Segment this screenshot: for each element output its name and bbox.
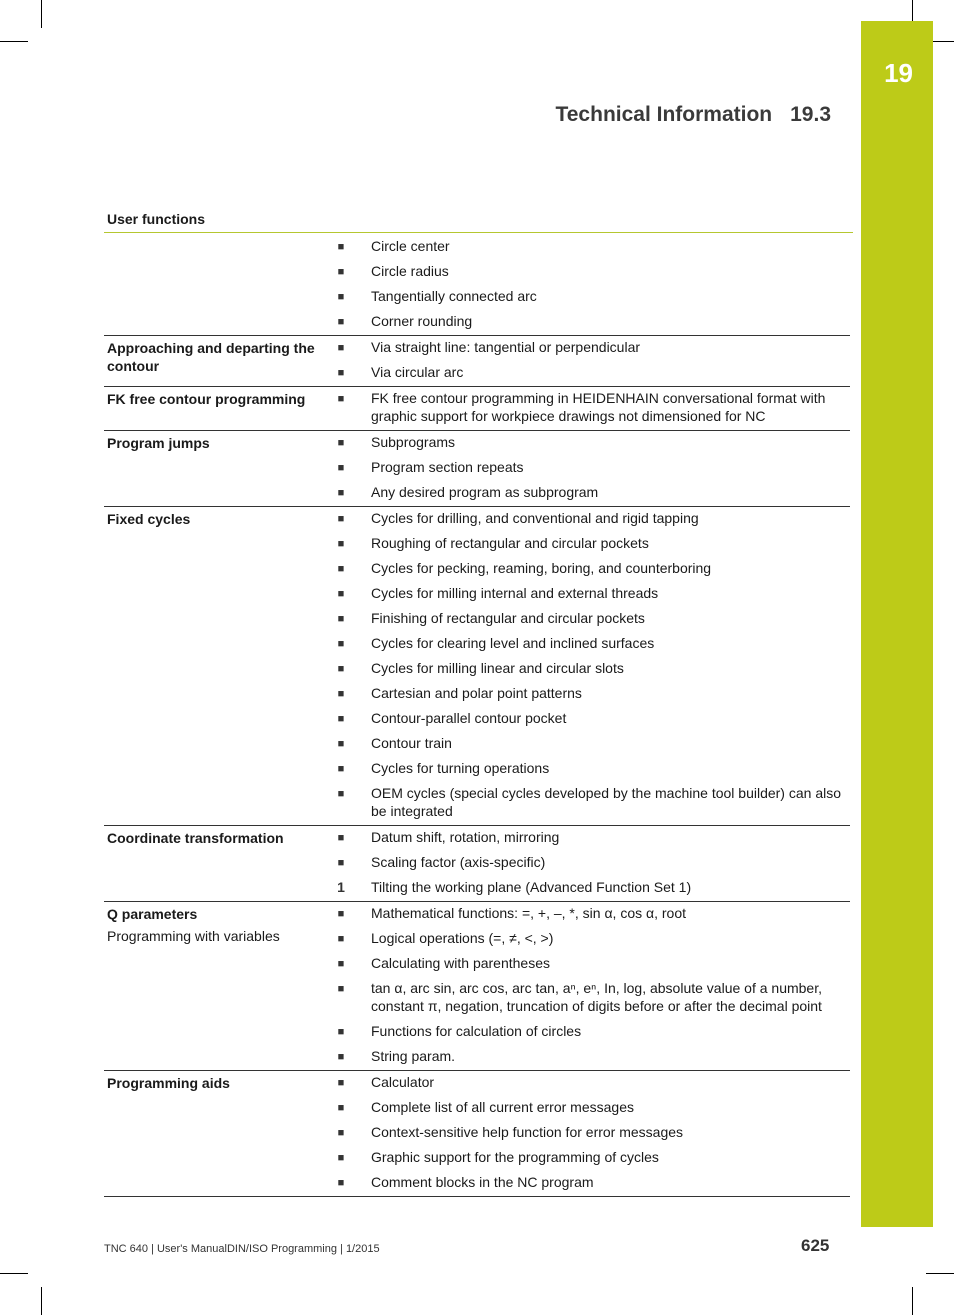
list-item xyxy=(331,826,850,851)
feature-list xyxy=(331,826,850,901)
bullet-icon: ■ xyxy=(337,487,345,499)
bullet-icon: ■ xyxy=(337,763,345,775)
chapter-tab xyxy=(861,21,933,1227)
table-row xyxy=(104,902,850,1071)
list-item xyxy=(331,1071,850,1096)
category-cell xyxy=(104,826,331,902)
items-cell xyxy=(331,235,850,336)
list-item xyxy=(331,732,850,757)
item-text: Circle center xyxy=(371,238,450,254)
bullet-icon: ■ xyxy=(337,1152,345,1164)
item-text: Contour-parallel contour pocket xyxy=(371,710,567,726)
list-item xyxy=(331,607,850,632)
bullet-icon: ■ xyxy=(337,266,345,278)
footer-text: TNC 640 | User's ManualDIN/ISO Programming | 1/2015 xyxy=(104,1243,380,1255)
list-item xyxy=(331,310,850,335)
list-item xyxy=(331,285,850,310)
item-text: Tangentially connected arc xyxy=(371,288,537,304)
item-text: Cycles for drilling, and conventional and rigid tapping xyxy=(371,510,699,526)
list-item xyxy=(331,431,850,456)
item-text: Finishing of rectangular and circular pockets xyxy=(371,610,645,626)
item-text: Contour train xyxy=(371,735,452,751)
category-title: FK free contour programming xyxy=(107,391,306,407)
table-row xyxy=(104,1071,850,1197)
feature-list xyxy=(331,336,850,386)
list-item xyxy=(331,782,850,825)
chapter-number: 19 xyxy=(884,58,913,88)
option-number: 1 xyxy=(337,879,345,895)
item-text: Cycles for clearing level and inclined surfaces xyxy=(371,635,655,651)
table-row xyxy=(104,387,850,431)
items-cell xyxy=(331,431,850,507)
list-item xyxy=(331,532,850,557)
crop-mark xyxy=(926,1273,954,1274)
item-text: Via straight line: tangential or perpendicular xyxy=(371,339,641,355)
crop-mark xyxy=(41,0,42,28)
list-item xyxy=(331,1171,850,1196)
category-cell xyxy=(104,336,331,387)
list-item xyxy=(331,902,850,927)
list-item xyxy=(331,632,850,657)
feature-list xyxy=(331,431,850,506)
crop-mark xyxy=(912,1287,913,1315)
bullet-icon: ■ xyxy=(337,688,345,700)
item-text: Roughing of rectangular and circular pockets xyxy=(371,535,649,551)
bullet-icon: ■ xyxy=(337,663,345,675)
table-row xyxy=(104,826,850,902)
bullet-icon: ■ xyxy=(337,1026,345,1038)
item-text: Via circular arc xyxy=(371,364,464,380)
bullet-icon: ■ xyxy=(337,437,345,449)
list-item xyxy=(331,1121,850,1146)
item-text: Program section repeats xyxy=(371,459,524,475)
item-text: Mathematical functions: =, +, –, *, sin α, cos α, root xyxy=(371,905,686,921)
items-cell xyxy=(331,387,850,431)
bullet-icon: ■ xyxy=(337,1077,345,1089)
bullet-icon: ■ xyxy=(337,983,345,995)
category-cell xyxy=(104,902,331,1071)
item-text: FK free contour programming in HEIDENHAIN conversational format with graphic support for workpiece drawings not dimensioned for NC xyxy=(371,390,826,424)
items-cell xyxy=(331,902,850,1071)
list-item xyxy=(331,876,850,901)
category-cell xyxy=(104,235,331,336)
item-text: Comment blocks in the NC program xyxy=(371,1174,594,1190)
bullet-icon: ■ xyxy=(337,958,345,970)
feature-list xyxy=(331,387,850,430)
category-title: Coordinate transformation xyxy=(107,830,284,846)
items-cell xyxy=(331,507,850,826)
category-cell xyxy=(104,1071,331,1197)
list-item xyxy=(331,851,850,876)
list-item xyxy=(331,361,850,386)
spec-table xyxy=(104,235,850,1197)
bullet-icon: ■ xyxy=(337,462,345,474)
list-item xyxy=(331,757,850,782)
items-cell xyxy=(331,826,850,902)
items-cell xyxy=(331,336,850,387)
item-text: Cycles for turning operations xyxy=(371,760,550,776)
item-text: Cycles for milling internal and external threads xyxy=(371,585,659,601)
category-title: Q parameters xyxy=(107,906,198,922)
feature-list xyxy=(331,1071,850,1196)
list-item xyxy=(331,235,850,260)
item-text: Any desired program as subprogram xyxy=(371,484,599,500)
crop-mark xyxy=(0,41,28,42)
bullet-icon: ■ xyxy=(337,908,345,920)
bullet-icon: ■ xyxy=(337,588,345,600)
page-header xyxy=(555,103,831,127)
category-title: Approaching and departing the contour xyxy=(107,340,315,374)
bullet-icon: ■ xyxy=(337,832,345,844)
list-item xyxy=(331,507,850,532)
item-text: Subprograms xyxy=(371,434,456,450)
category-title: Program jumps xyxy=(107,435,210,451)
item-text: Context-sensitive help function for error messages xyxy=(371,1124,684,1140)
item-text: tan α, arc sin, arc cos, arc tan, aⁿ, eⁿ, In, log, absolute value of a number, constant π, negation, truncation of digits before or after the decimal point xyxy=(371,980,822,1014)
feature-list xyxy=(331,507,850,825)
bullet-icon: ■ xyxy=(337,1127,345,1139)
crop-mark xyxy=(0,1273,28,1274)
page-number: 625 xyxy=(801,1236,830,1255)
item-text: Datum shift, rotation, mirroring xyxy=(371,829,560,845)
bullet-icon: ■ xyxy=(337,1177,345,1189)
item-text: Calculating with parentheses xyxy=(371,955,550,971)
list-item xyxy=(331,582,850,607)
item-text: Graphic support for the programming of cycles xyxy=(371,1149,659,1165)
items-cell xyxy=(331,1071,850,1197)
table-row xyxy=(104,507,850,826)
bullet-icon: ■ xyxy=(337,393,345,405)
bullet-icon: ■ xyxy=(337,638,345,650)
category-cell xyxy=(104,507,331,826)
item-text: Calculator xyxy=(371,1074,435,1090)
bullet-icon: ■ xyxy=(337,713,345,725)
list-item xyxy=(331,387,850,430)
list-item xyxy=(331,260,850,285)
bullet-icon: ■ xyxy=(337,316,345,328)
item-text: Logical operations (=, ≠, <, >) xyxy=(371,930,554,946)
list-item xyxy=(331,682,850,707)
bullet-icon: ■ xyxy=(337,1051,345,1063)
list-item xyxy=(331,481,850,506)
bullet-icon: ■ xyxy=(337,1102,345,1114)
category-cell xyxy=(104,387,331,431)
category-subtitle: Programming with variables xyxy=(107,928,280,944)
bullet-icon: ■ xyxy=(337,857,345,869)
bullet-icon: ■ xyxy=(337,342,345,354)
list-item xyxy=(331,1146,850,1171)
bullet-icon: ■ xyxy=(337,513,345,525)
item-text: Corner rounding xyxy=(371,313,473,329)
category-title: Programming aids xyxy=(107,1075,230,1091)
bullet-icon: ■ xyxy=(337,738,345,750)
feature-list xyxy=(331,902,850,1070)
item-text: Tilting the working plane (Advanced Function Set 1) xyxy=(371,879,692,895)
list-item xyxy=(331,977,850,1020)
feature-list xyxy=(331,235,850,335)
bullet-icon: ■ xyxy=(337,538,345,550)
item-text: Complete list of all current error messages xyxy=(371,1099,634,1115)
crop-mark xyxy=(41,1287,42,1315)
bullet-icon: ■ xyxy=(337,788,345,800)
table-row xyxy=(104,336,850,387)
item-text: Cycles for pecking, reaming, boring, and counterboring xyxy=(371,560,712,576)
table-heading: User functions xyxy=(104,209,853,233)
category-title: Fixed cycles xyxy=(107,511,191,527)
item-text: Cartesian and polar point patterns xyxy=(371,685,582,701)
bullet-icon: ■ xyxy=(337,933,345,945)
list-item xyxy=(331,1020,850,1045)
item-text: String param. xyxy=(371,1048,456,1064)
list-item xyxy=(331,927,850,952)
list-item xyxy=(331,1045,850,1070)
list-item xyxy=(331,952,850,977)
bullet-icon: ■ xyxy=(337,613,345,625)
list-item xyxy=(331,707,850,732)
category-cell xyxy=(104,431,331,507)
item-text: Circle radius xyxy=(371,263,449,279)
bullet-icon: ■ xyxy=(337,563,345,575)
bullet-icon: ■ xyxy=(337,241,345,253)
item-text: Scaling factor (axis-specific) xyxy=(371,854,546,870)
item-text: Functions for calculation of circles xyxy=(371,1023,582,1039)
list-item xyxy=(331,557,850,582)
section-title: Technical Information xyxy=(555,103,773,126)
section-number: 19.3 xyxy=(790,103,831,126)
table-row xyxy=(104,235,850,336)
item-text: Cycles for milling linear and circular slots xyxy=(371,660,624,676)
bullet-icon: ■ xyxy=(337,367,345,379)
table-row xyxy=(104,431,850,507)
list-item xyxy=(331,657,850,682)
bullet-icon: ■ xyxy=(337,291,345,303)
list-item xyxy=(331,336,850,361)
list-item xyxy=(331,456,850,481)
list-item xyxy=(331,1096,850,1121)
item-text: OEM cycles (special cycles developed by the machine tool builder) can also be integrated xyxy=(371,785,842,819)
